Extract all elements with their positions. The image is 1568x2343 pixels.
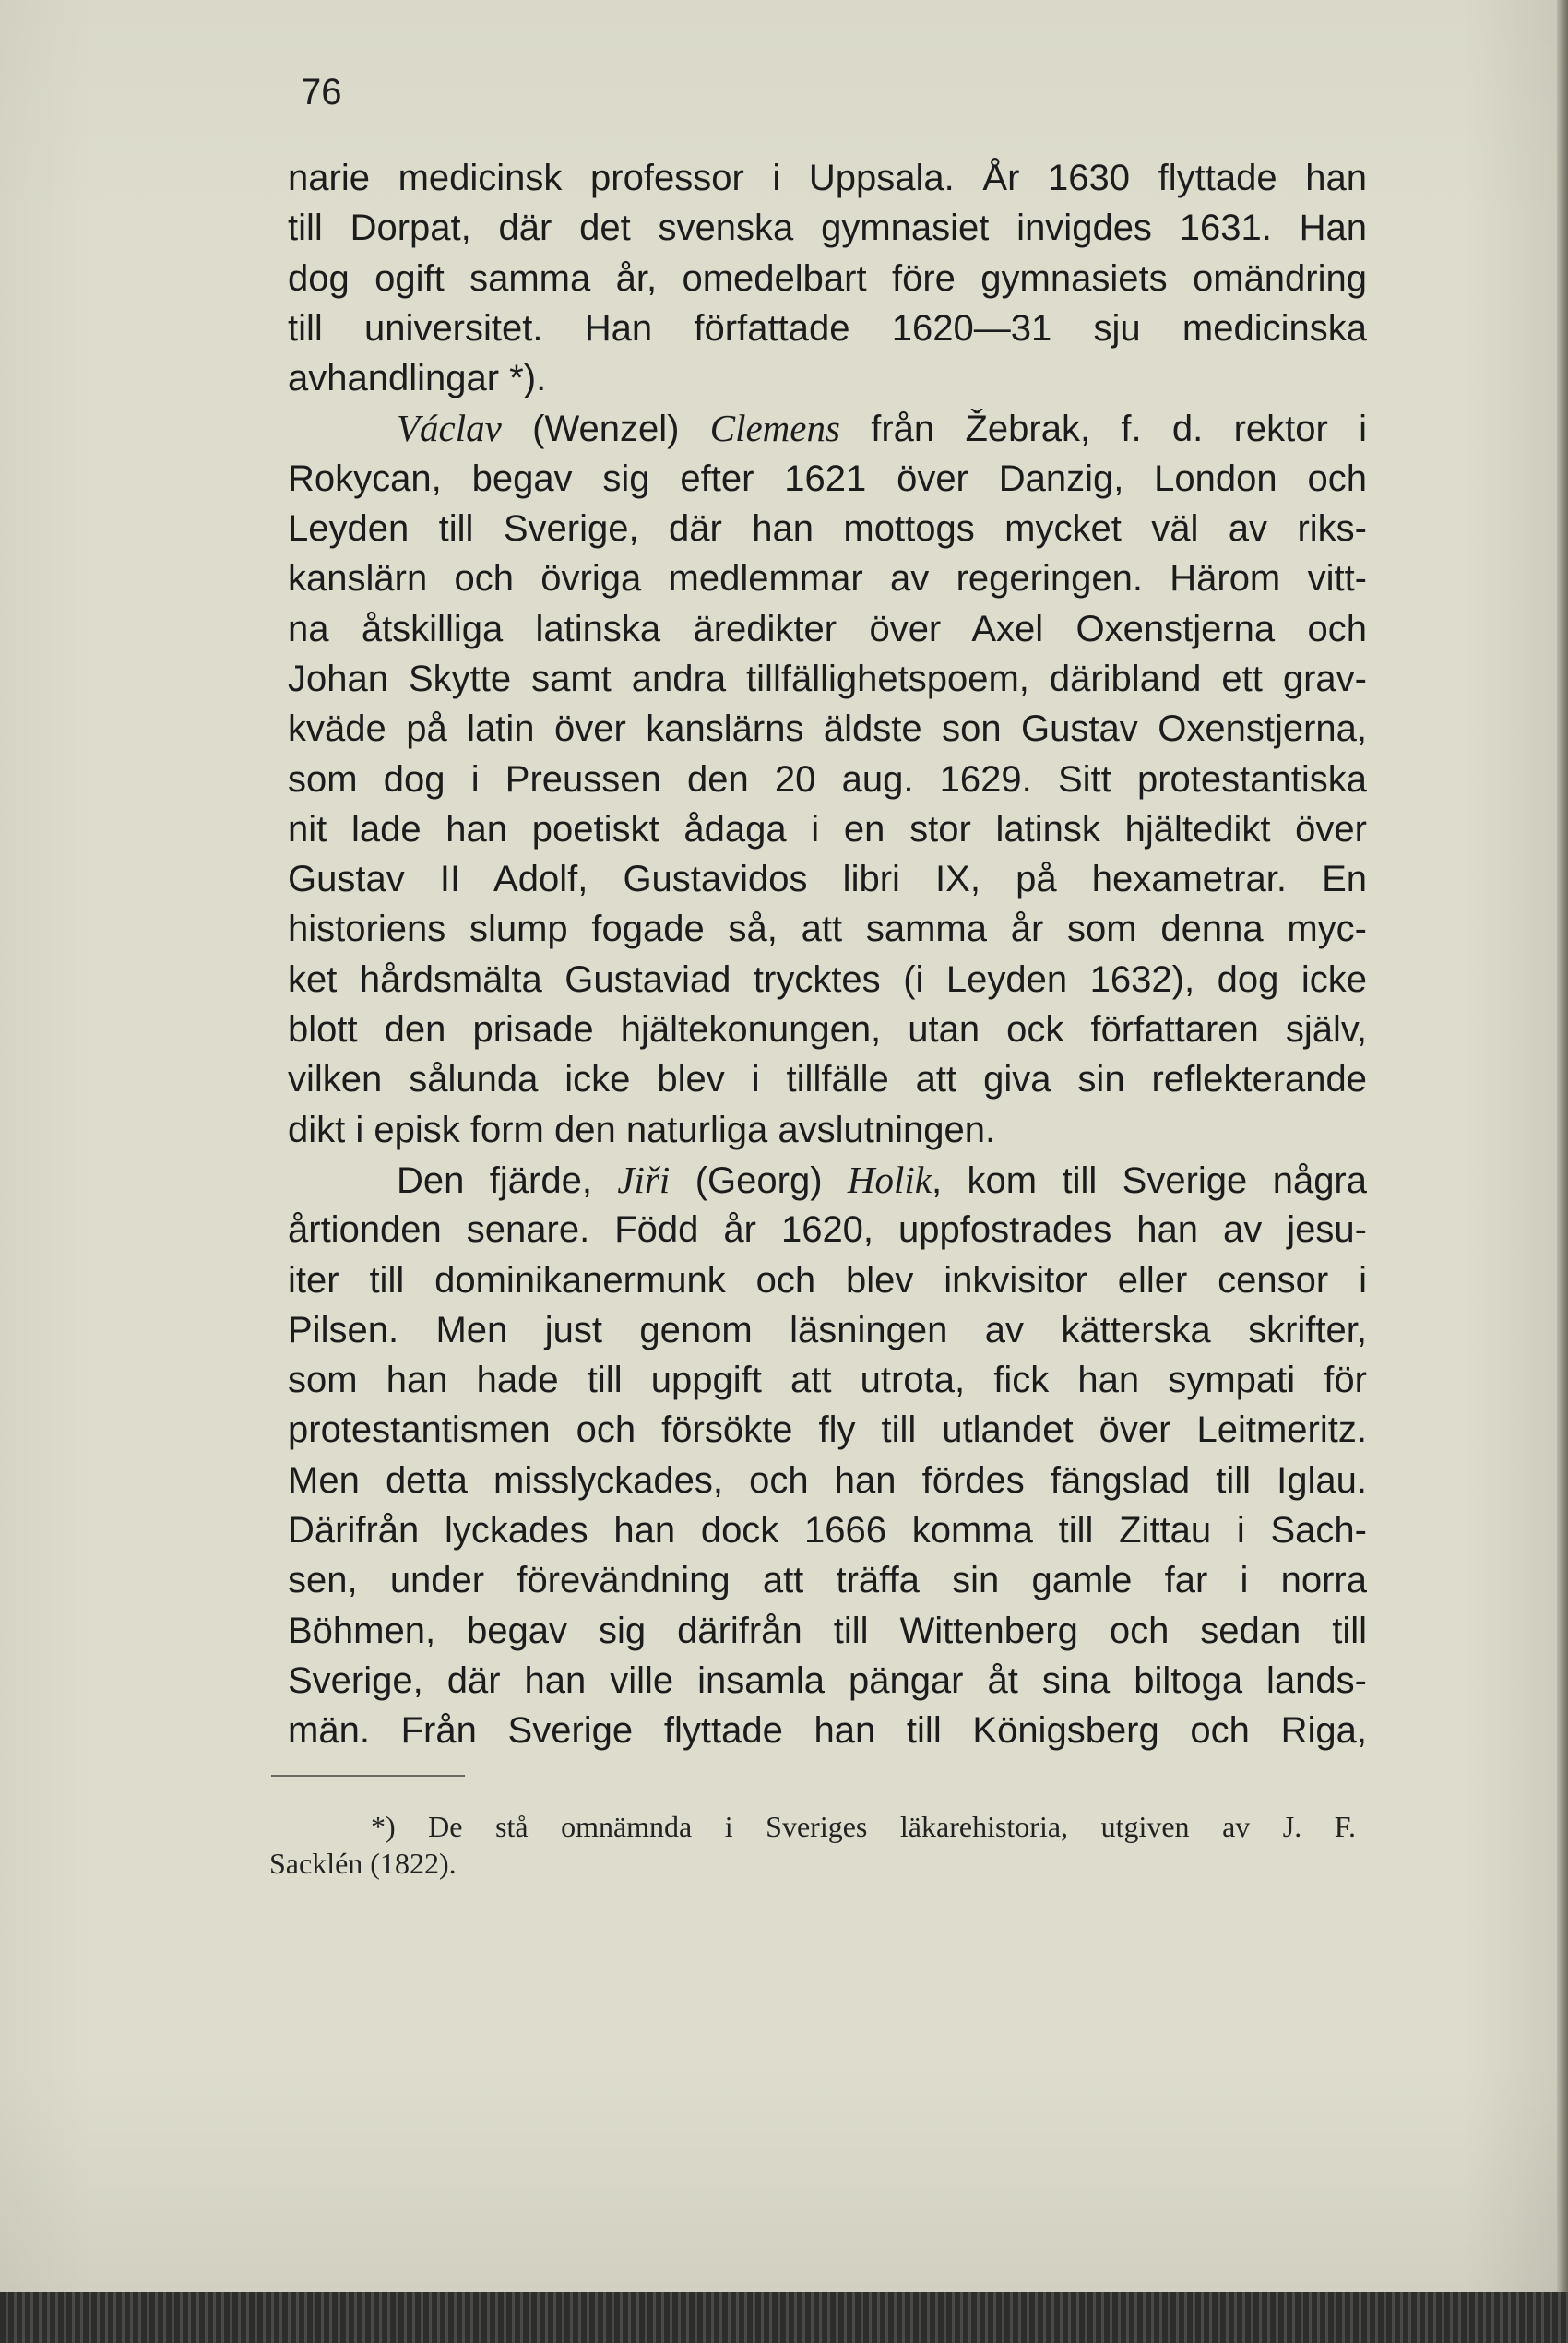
- person-name: Clemens: [709, 407, 840, 450]
- body-text: [288, 153, 1367, 1756]
- page-number: 76: [301, 72, 342, 113]
- text-line: protestantismen och försökte fly till utlandet över Leitmeritz.: [288, 1409, 1367, 1451]
- text-fragment: (Georg): [670, 1160, 848, 1201]
- text-line: avhandlingar *).: [288, 358, 547, 399]
- text-line: kanslärn och övriga medlemmar av regeringen. Härom vitt-: [288, 558, 1367, 600]
- text-line: vilken sålunda icke blev i tillfälle att giva sin reflekterande: [288, 1059, 1367, 1100]
- text-line: blott den prisade hjältekonungen, utan ock författaren själv,: [288, 1009, 1367, 1051]
- person-name: Holik: [847, 1158, 932, 1201]
- text-fragment: Den fjärde,: [397, 1160, 618, 1201]
- person-name: Jiři: [617, 1158, 671, 1201]
- text-line: Pilsen. Men just genom läsningen av kätterska skrifter,: [288, 1309, 1367, 1350]
- text-line: kväde på latin över kanslärns äldste son Gustav Oxenstjerna,: [288, 708, 1367, 750]
- text-line: nit lade han poetiskt ådaga i en stor latinsk hjältedikt över: [288, 808, 1367, 850]
- text-line-lead: [288, 1155, 1367, 1205]
- text-line: sen, under förevändning att träffa sin gamle far i norra: [288, 1560, 1367, 1601]
- paragraph-1: [288, 153, 1367, 403]
- text-line: Men detta misslyckades, och han fördes fängslad till Iglau.: [288, 1459, 1367, 1501]
- text-line: dikt i episk form den naturliga avslutningen.: [288, 1109, 996, 1150]
- paragraph-2: [288, 403, 1367, 1154]
- text-fragment: (Wenzel): [501, 409, 710, 450]
- scanner-bed-strip: [0, 2292, 1568, 2343]
- footnote-line: Sacklén (1822).: [269, 1847, 457, 1880]
- text-line: historiens slump fogade så, att samma år som denna myc-: [288, 909, 1367, 950]
- person-name: Václav: [397, 407, 502, 450]
- text-line: Därifrån lyckades han dock 1666 komma till Zittau i Sach-: [288, 1510, 1367, 1552]
- text-line: som han hade till uppgift att utrota, fick han sympati för: [288, 1360, 1367, 1401]
- footnote: [269, 1808, 1356, 1882]
- text-line: Sverige, där han ville insamla pängar åt sina biltoga lands-: [288, 1659, 1367, 1701]
- text-line: Leyden till Sverige, där han mottogs mycket väl av riks-: [288, 508, 1367, 550]
- text-line: narie medicinsk professor i Uppsala. År 1630 flyttade han: [288, 158, 1367, 198]
- text-line: Gustav II Adolf, Gustavidos libri IX, på hexametrar. En: [288, 859, 1367, 900]
- text-line: som dog i Preussen den 20 aug. 1629. Sitt protestantiska: [288, 758, 1367, 800]
- footnote-line: *) De stå omnämnda i Sveriges läkarehistoria, utgiven av J. F.: [371, 1810, 1356, 1843]
- text-line: iter till dominikanermunk och blev inkvisitor eller censor i: [288, 1259, 1367, 1301]
- text-line-lead: [288, 403, 1367, 453]
- text-line: årtionden senare. Född år 1620, uppfostrades han av jesu-: [288, 1209, 1367, 1251]
- text-line: Rokycan, begav sig efter 1621 över Danzig, London och: [288, 458, 1367, 499]
- text-line: dog ogift samma år, omedelbart före gymnasiets omändring: [288, 257, 1367, 299]
- text-fragment: , kom till Sverige några: [932, 1160, 1367, 1201]
- text-line: män. Från Sverige flyttade han till Königsberg och Riga,: [288, 1710, 1367, 1752]
- text-line: till Dorpat, där det svenska gymnasiet invigdes 1631. Han: [288, 208, 1367, 249]
- text-line: ket hårdsmälta Gustaviad trycktes (i Leyden 1632), dog icke: [288, 958, 1367, 1000]
- footnote-divider: [271, 1775, 465, 1777]
- text-line: Böhmen, begav sig därifrån till Wittenberg och sedan till: [288, 1610, 1367, 1651]
- paragraph-3: [288, 1155, 1367, 1756]
- text-line: till universitet. Han författade 1620—31 sju medicinska: [288, 307, 1367, 349]
- text-line: na åtskilliga latinska äredikter över Axel Oxenstjerna och: [288, 608, 1367, 649]
- text-line: Johan Skytte samt andra tillfällighetspoem, däribland ett grav-: [288, 658, 1367, 699]
- book-edge: [1557, 0, 1568, 2343]
- text-fragment: från Žebrak, f. d. rektor i: [839, 409, 1367, 450]
